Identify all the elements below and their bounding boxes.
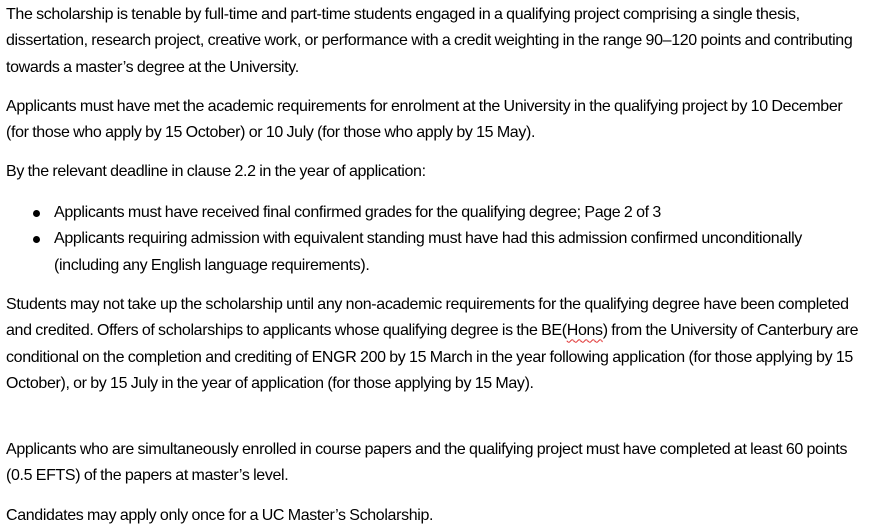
- deadline-bullet-list: [0, 200, 871, 279]
- bullet-text: Applicants requiring admission with equivalent standing must have had this admission confirmed unconditionally (including any English language requirements).: [54, 230, 802, 274]
- paragraph-text: ) from the University of Canterbury are conditional on the completion and crediting of ENGR 200 by 15 March in the year following application (for those applying by 15 October), or by 15 July in the year of application (for those applying by 15 May).: [6, 322, 859, 392]
- paragraph-course-papers: Applicants who are simultaneously enrolled in course papers and the qualifying project must have completed at least 60 points (0.5 EFTS) of the papers at master’s level.: [6, 441, 848, 485]
- spellcheck-flagged-word[interactable]: Hons: [566, 322, 603, 340]
- bullet-icon: [33, 236, 40, 243]
- paragraph-text: Students may not take up the scholarship until any non-academic requirements for the qualifying degree have been completed and credited. Offers of scholarships to applicants whose qualifying degree is the BE(: [6, 296, 849, 340]
- bullet-text: Applicants must have received final confirmed grades for the qualifying degree; Page 2 of 3: [54, 204, 661, 221]
- paragraph-apply-once: Candidates may apply only once for a UC Master’s Scholarship.: [6, 507, 434, 524]
- bullet-item-admission: [0, 226, 854, 279]
- paragraph-eligibility: The scholarship is tenable by full-time and part-time students engaged in a qualifying project comprising a single thesis, dissertation, research project, creative work, or performance with a credit weighting in the range 90–120 points and contributing towards a master’s degree at the University.: [6, 6, 853, 76]
- paragraph-deadline-intro: By the relevant deadline in clause 2.2 in the year of application:: [6, 163, 426, 180]
- bullet-item-grades: [0, 200, 854, 226]
- paragraph-academic-requirements: Applicants must have met the academic requirements for enrolment at the University in the qualifying project by 10 December (for those who apply by 15 October) or 10 July (for those who apply by 15 May).: [6, 98, 843, 142]
- bullet-icon: [33, 210, 40, 217]
- paragraph-non-academic-requirements: [6, 292, 868, 397]
